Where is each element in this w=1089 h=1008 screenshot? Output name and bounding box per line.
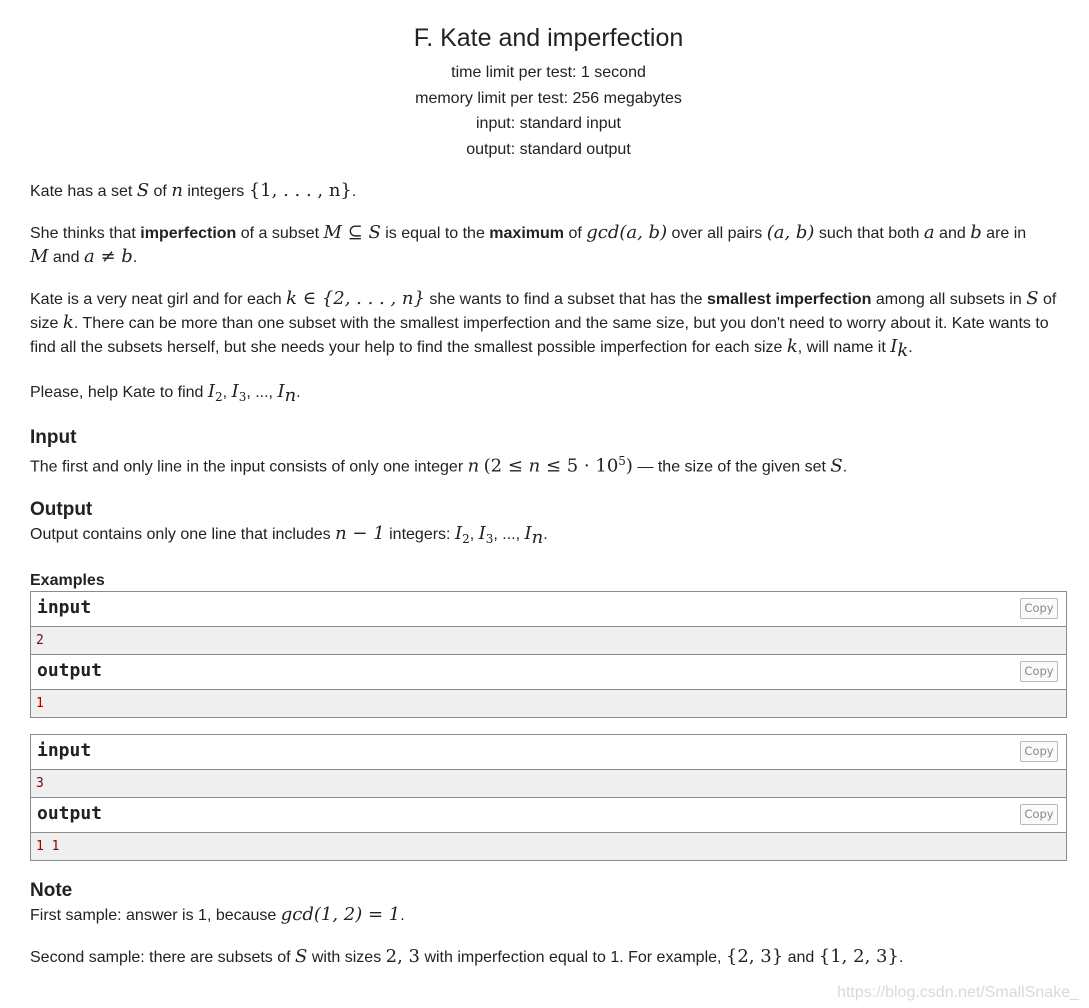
input-section-title: Input	[30, 427, 77, 449]
time-limit: time limit per test: 1 second	[451, 64, 646, 81]
note-title: Note	[30, 879, 73, 901]
watermark-url: https://blog.csdn.net/SmallSnake_	[837, 984, 1079, 1001]
output-specification	[30, 498, 1067, 551]
example-output-header	[31, 798, 1066, 833]
statement-paragraph-4: Please, help Kate to find $I_2$, $I_3$, ..., $I_n$.	[30, 381, 301, 407]
copy-output-button[interactable]: Copy	[1020, 804, 1058, 825]
input-file: input: standard input	[476, 115, 621, 132]
statement-paragraph-2: She thinks that imperfection of a subset M ⊆ S is equal to the maximum of gcd(a, b) over all pairs (a, b) such that both a and b are in M and a ≠ b.	[30, 222, 1027, 267]
copy-input-button[interactable]: Copy	[1020, 598, 1058, 619]
examples-section	[30, 571, 1067, 861]
note-paragraph-2: Second sample: there are subsets of S with sizes 2, 3 with imperfection equal to 1. For example, {2, 3} and {1, 2, 3}.	[30, 945, 904, 967]
example-input-header	[31, 735, 1066, 770]
output-file: output: standard output	[466, 140, 631, 158]
memory-limit: memory limit per test: 256 megabytes	[415, 89, 682, 107]
problem-page	[30, 0, 1067, 969]
note-section	[30, 879, 1067, 969]
statement-paragraph-3: Kate is a very neat girl and for each k ∈ {2, . . . , n} she wants to find a subset that has the smallest imperfection among all subsets in S of size k. There can be more than one subset with the smallest imperfection and the same size, but you don't need to worry about it. Kate wants to find all the subsets herself, but she needs your help to find the smallest possible imperfection for each size k, will name it $I_k$.	[30, 288, 1057, 362]
copy-output-button[interactable]: Copy	[1020, 661, 1058, 682]
input-specification	[30, 426, 1067, 478]
problem-title: F. Kate and imperfection	[413, 24, 684, 52]
examples-title: Examples	[30, 571, 105, 589]
example-input-content	[31, 627, 1066, 655]
example-output-text: 1 1	[36, 838, 60, 854]
output-section-title: Output	[30, 498, 93, 520]
example-output-content	[31, 833, 1066, 860]
input-label: input	[37, 596, 92, 618]
output-label: output	[37, 659, 103, 681]
example-test-1	[30, 591, 1067, 718]
output-description: Output contains only one line that includes n − 1 integers: $I_2$, $I_3$, ..., $I_n$.	[30, 522, 548, 548]
input-label: input	[37, 739, 92, 761]
example-input-text: 3	[36, 775, 44, 791]
example-input-text: 2	[36, 632, 44, 648]
example-input-content	[31, 770, 1066, 798]
example-output-text: 1	[36, 695, 44, 711]
output-label: output	[37, 802, 103, 824]
copy-input-button[interactable]: Copy	[1020, 741, 1058, 762]
example-test-2	[30, 734, 1067, 861]
example-input-header	[31, 592, 1066, 627]
input-description: The first and only line in the input consists of only one integer n $(2 \le n \le 5 \cdot 10^5)$ — the size of the given set S.	[30, 454, 848, 477]
statement-paragraph-1: Kate has a set S of n integers {1, . . . , n}.	[30, 180, 357, 201]
problem-header	[30, 0, 1067, 162]
example-output-header	[31, 655, 1066, 690]
problem-statement	[30, 179, 1067, 409]
example-output-content	[31, 690, 1066, 717]
note-paragraph-1: First sample: answer is 1, because gcd(1, 2) = 1.	[30, 903, 405, 925]
